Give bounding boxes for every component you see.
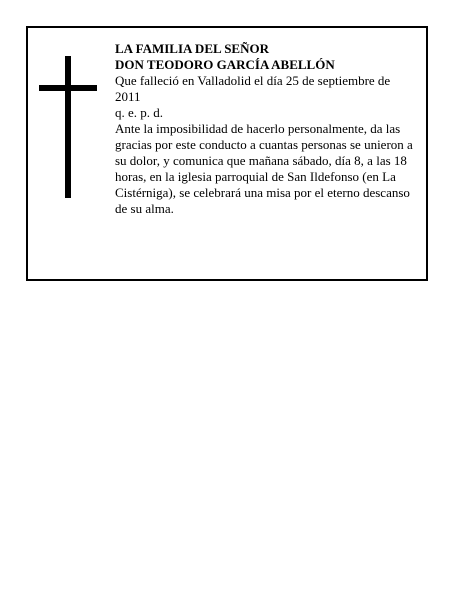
family-heading: LA FAMILIA DEL SEÑOR [115,41,269,56]
cross-horizontal-bar [39,85,97,91]
obituary-notice [26,26,428,281]
notice-text [115,41,415,217]
cross-icon [39,56,97,198]
deceased-name: DON TEODORO GARCÍA ABELLÓN [115,57,335,72]
thanks-message: Ante la imposibilidad de hacerlo personalmente, da las gracias por este conducto a cuantas personas se unieron a su dolor, y comunica que mañana sábado, día 8, a las 18 horas, en la iglesia parroquial de San Ildefonso (en La Cistérniga), se celebrará una misa por el eterno descanso de su alma. [115,121,413,216]
rip-text: q. e. p. d. [115,105,164,120]
cross-vertical-bar [65,56,71,198]
death-information: Que falleció en Valladolid el día 25 de septiembre de 2011 [115,73,391,104]
